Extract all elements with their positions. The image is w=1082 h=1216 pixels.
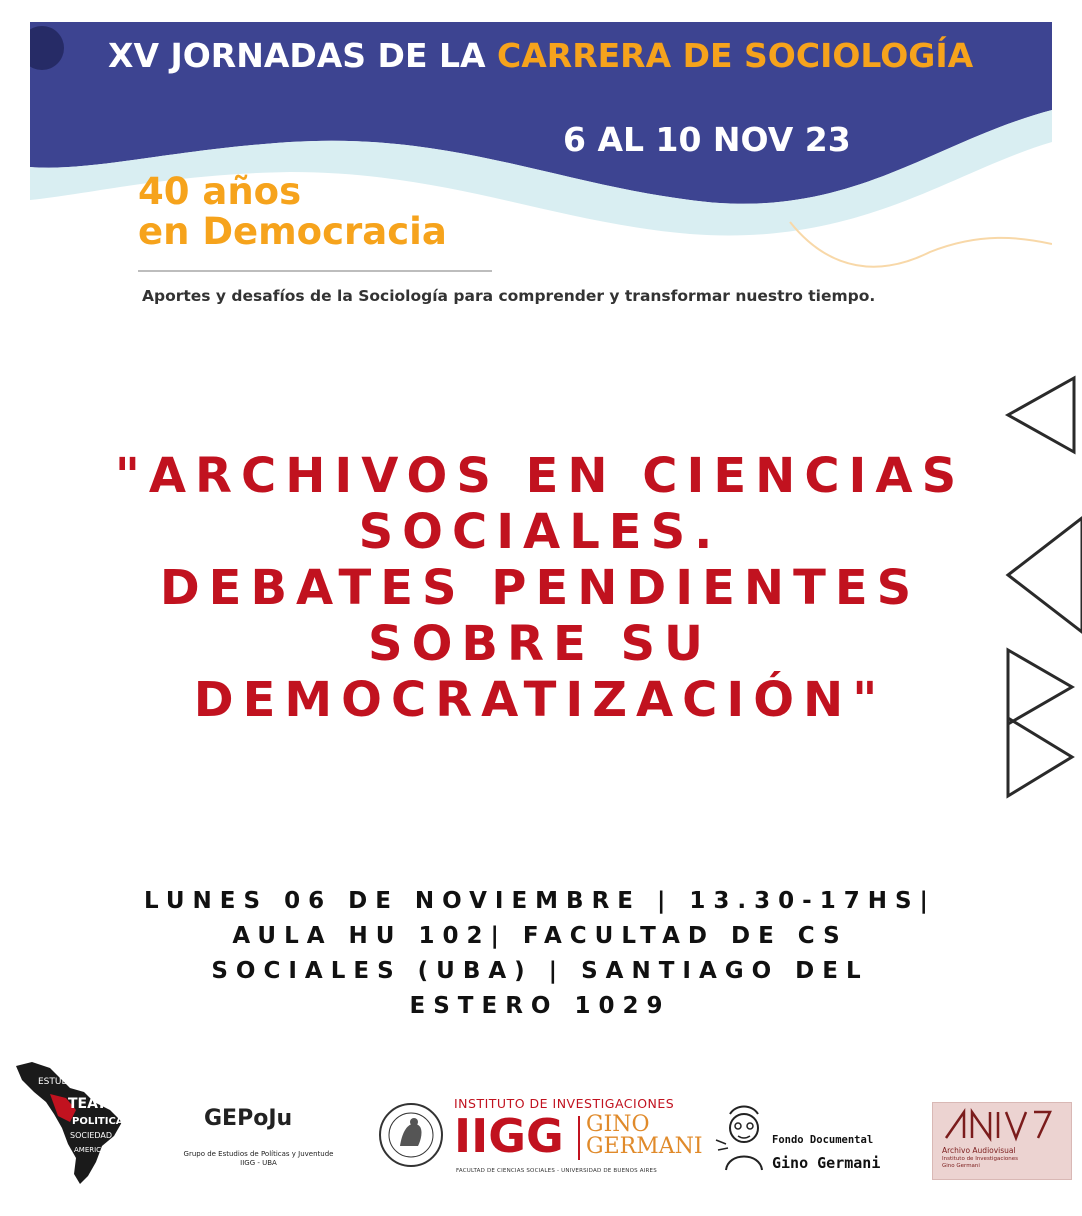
archivo-sub-line: Gino Germani <box>942 1163 980 1169</box>
gepoju-subtitle-line1: Grupo de Estudios de Políticas y Juventude <box>183 1150 334 1158</box>
archivo-sub-line: Instituto de Investigaciones <box>942 1156 1019 1162</box>
archivo-audiovisual-title: Archivo Audiovisual <box>942 1146 1016 1155</box>
archivo-audiovisual-sub <box>942 1156 1062 1170</box>
iigg-footer: FACULTAD DE CIENCIAS SOCIALES - UNIVERSIDAD DE BUENOS AIRES <box>456 1168 657 1174</box>
event-banner <box>30 22 1052 322</box>
iigg-top-text: INSTITUTO DE INVESTIGACIONES <box>454 1096 675 1111</box>
triangle-shape-4 <box>1008 718 1072 796</box>
teatro-word: TEATRO <box>68 1096 130 1112</box>
teatro-word: SOCIEDAD <box>70 1131 113 1140</box>
iigg-logo-mark: IIGG <box>454 1109 564 1163</box>
event-details-line: ESTERO 1029 <box>409 993 671 1019</box>
event-details-line: LUNES 06 DE NOVIEMBRE | 13.30-17HS| <box>144 888 936 914</box>
banner-subtitle: Aportes y desafíos de la Sociología para comprender y transformar nuestro tiempo. <box>142 287 876 305</box>
triangle-shape-3 <box>1008 650 1072 724</box>
triangle-shape-2 <box>1008 518 1082 632</box>
decorative-triangles <box>982 370 1082 810</box>
teatro-word: POLITICA <box>72 1116 124 1127</box>
event-title-line: "ARCHIVOS EN CIENCIAS <box>114 448 966 504</box>
event-title-line: SOCIALES. <box>358 504 722 560</box>
event-details <box>60 884 1020 1024</box>
event-title-line: DEMOCRATIZACIÓN" <box>193 672 887 728</box>
portrait-sketch-icon <box>712 1100 772 1176</box>
iigg-germani-line: GERMANI <box>586 1134 703 1159</box>
event-details-line: SOCIALES (UBA) | SANTIAGO DEL <box>211 958 869 984</box>
gepoju-logo: GEPoJu <box>204 1106 293 1131</box>
gepoju-subtitle-line2: IIGG - UBA <box>240 1159 277 1167</box>
event-details-line: AULA HU 102| FACULTAD DE CS <box>232 923 848 949</box>
anniversary-line2: en Democracia <box>138 210 447 253</box>
triangle-shape-1 <box>1008 378 1074 452</box>
event-title-line: SOBRE SU <box>368 616 712 672</box>
anniversary-line1: 40 años <box>138 170 302 213</box>
latin-america-map-icon <box>10 1058 130 1188</box>
anniversary-heading <box>138 172 447 252</box>
fondo-documental-line2: Gino Germani <box>772 1154 881 1172</box>
banner-dates: 6 AL 10 NOV 23 <box>563 120 851 159</box>
university-seal-icon <box>378 1102 444 1168</box>
iigg-separator <box>578 1116 580 1160</box>
event-title <box>110 448 970 728</box>
fondo-documental-line1: Fondo Documental <box>772 1134 874 1146</box>
event-title-line: DEBATES PENDIENTES <box>159 560 921 616</box>
anniversary-divider <box>138 270 492 272</box>
banner-title: XV JORNADAS DE LA CARRERA DE SOCIOLOGÍA <box>108 36 974 75</box>
archivo-audiovisual-mark-icon <box>942 1108 1058 1142</box>
banner-title-accent: CARRERA DE SOCIOLOGÍA <box>497 36 974 75</box>
iigg-gino-germani <box>586 1114 703 1158</box>
teatro-word: ESTUDIOS <box>38 1077 84 1087</box>
teatro-word: AMERICA <box>74 1146 106 1154</box>
iigg-gino-line: GINO <box>586 1112 650 1137</box>
gepoju-subtitle <box>176 1150 341 1168</box>
